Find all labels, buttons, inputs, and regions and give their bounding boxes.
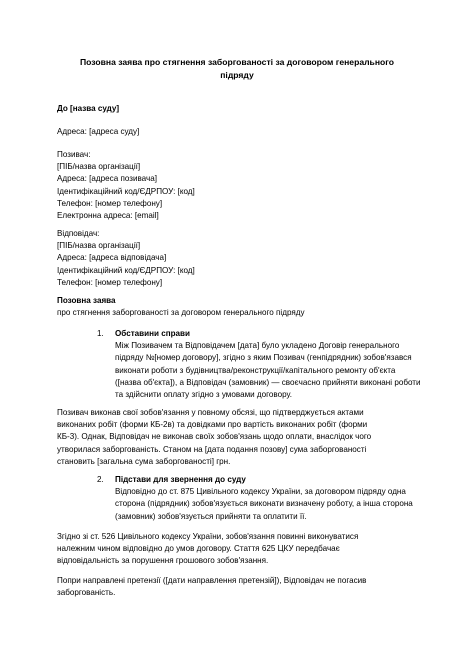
title-line: підряду (220, 70, 254, 80)
claim-subtitle: про стягнення заборгованості за договором генерального підряду (57, 308, 305, 318)
defendant-block (57, 228, 195, 289)
court-address: Адреса: [адреса суду] (57, 127, 140, 136)
defendant-heading: Відповідач: (57, 229, 100, 238)
section-2-line: Відповідно до ст. 875 Цивільного кодексу України, за договором підряду одна (115, 487, 406, 497)
paragraph-line: виконаних робіт (форми КБ-2в) та довідками про вартість виконаних робіт (форми (57, 420, 368, 430)
section-1-line: Між Позивачем та Відповідачем [дата] було укладено Договір генерального (115, 341, 400, 351)
paragraph-line: відповідальність за порушення грошового зобов'язання. (57, 556, 269, 566)
section-2-line: сторона (підрядник) зобов'язується виконати визначену роботу, а інша сторона (115, 499, 413, 509)
defendant-line: Телефон: [номер телефону] (57, 277, 163, 287)
plaintiff-heading: Позивач: (57, 150, 91, 159)
section-2 (115, 474, 413, 523)
defendant-line: Адреса: [адреса відповідача] (57, 253, 167, 263)
section-1-number: 1. (97, 329, 104, 338)
paragraph-line: КБ-3). Однак, Відповідач не виконав своїх зобов'язань щодо оплати, внаслідок чого (57, 432, 372, 442)
paragraph-performance (57, 407, 371, 468)
document-title (56, 56, 418, 82)
paragraph-claims (57, 575, 366, 599)
defendant-line: Ідентифікаційний код/ЄДРПОУ: [код] (57, 265, 195, 275)
plaintiff-line: [ПІБ/назва організації] (57, 162, 141, 172)
paragraph-line: утворилася заборгованість. Станом на [дата подання позову] сума заборгованості (57, 444, 367, 454)
plaintiff-line: Адреса: [адреса позивача] (57, 174, 157, 184)
section-1-line: ([назва об'єкта]), а Відповідач (замовник) — своєчасно прийняти виконані роботи (115, 377, 421, 387)
plaintiff-line: Ідентифікаційний код/ЄДРПОУ: [код] (57, 186, 195, 196)
plaintiff-block (57, 149, 195, 222)
paragraph-line: становить [загальна сума заборгованості] грн. (57, 456, 231, 466)
claim-header (57, 295, 305, 319)
title-line: Позовна заява про стягнення заборгованості за договором генерального (79, 57, 394, 67)
paragraph-line: Попри направлені претензії ([дати направлення претензій]), Відповідач не погасив (57, 576, 367, 585)
paragraph-line: заборгованість. (57, 588, 116, 598)
paragraph-line: Позивач виконав свої зобов'язання у повному обсязі, що підтверджується актами (57, 408, 364, 417)
defendant-line: [ПІБ/назва організації] (57, 241, 141, 251)
section-2-title: Підстави для звернення до суду (115, 475, 246, 484)
paragraph-line: належним чином відповідно до умов договору. Стаття 625 ЦКУ передбачає (57, 544, 340, 554)
paragraph-legal-basis (57, 531, 358, 568)
plaintiff-line: Електронна адреса: [email] (57, 211, 159, 221)
section-1-line: та здійснити оплату згідно з умовами договору. (115, 390, 293, 400)
section-2-number: 2. (97, 475, 104, 484)
section-1-line: підряду №[номер договору], згідно з яким Позивач (генпідрядник) зобов'язався (115, 353, 412, 363)
paragraph-line: Згідно зі ст. 526 Цивільного кодексу України, зобов'язання повинні виконуватися (57, 532, 359, 541)
court-name: До [назва суду] (57, 104, 120, 113)
claim-heading: Позовна заява (57, 296, 116, 305)
plaintiff-line: Телефон: [номер телефону] (57, 198, 163, 208)
section-2-line: (замовник) зобов'язується прийняти та оплатити її. (115, 511, 307, 521)
section-1 (115, 328, 421, 401)
section-1-line: виконати роботи з будівництва/реконструкції/капітального ремонту об'єкта (115, 365, 396, 375)
section-1-title: Обставини справи (115, 329, 191, 338)
